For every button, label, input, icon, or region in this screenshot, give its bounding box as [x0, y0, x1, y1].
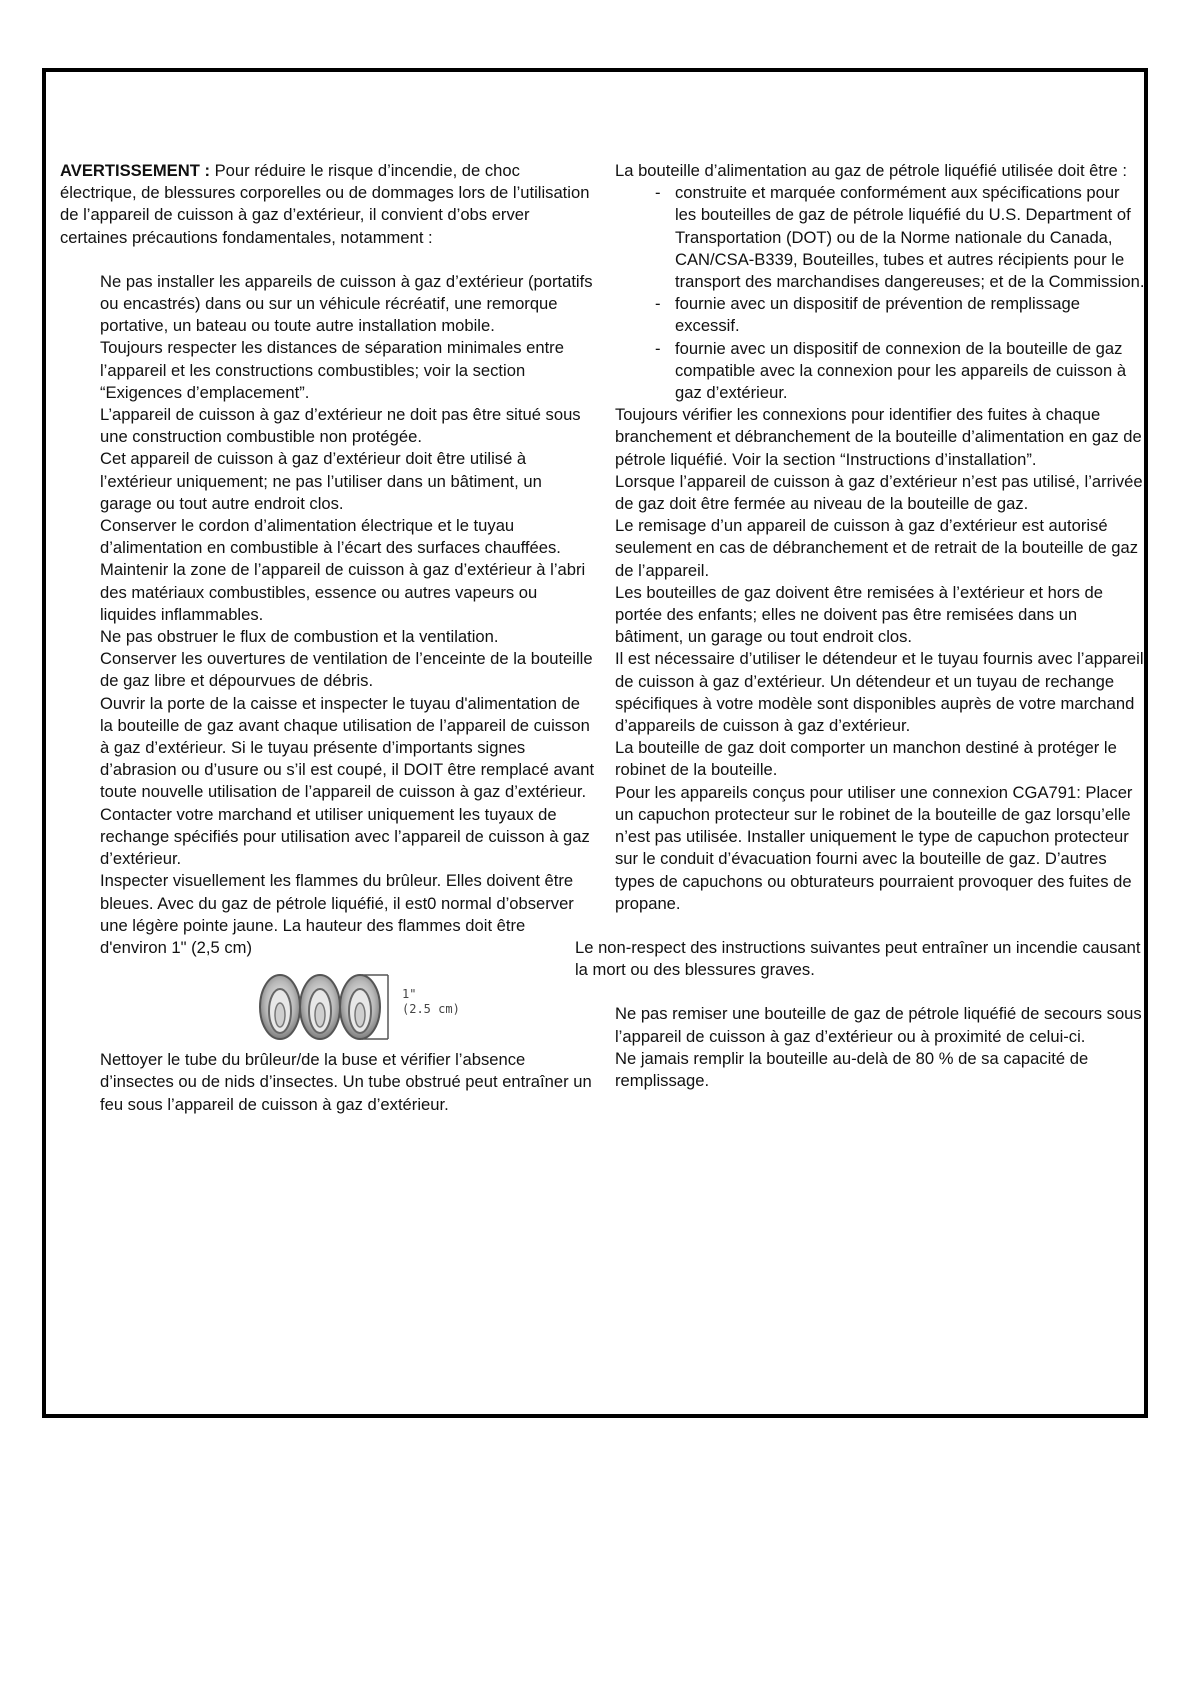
list-item: Ne jamais remplir la bouteille au-delà de 80 % de sa capacité de remplissage. — [615, 1048, 1089, 1090]
fire-warning: Le non-respect des instructions suivantes peut entraîner un incendie causant la mort ou des blessures graves. — [575, 937, 1141, 980]
cylinder-safety-list — [615, 404, 1145, 915]
flame-height-cm: (2.5 cm) — [402, 1002, 460, 1017]
list-item: Cet appareil de cuisson à gaz d’extérieur doit être utilisé à l’extérieur uniquement; ne pas l’utiliser dans un bâtiment, un garage ou tout autre endroit clos. — [100, 449, 542, 513]
list-item: Ne pas installer les appareils de cuisson à gaz d’extérieur (portatifs ou encastrés) dans ou sur un véhicule récréatif, une remorque portative, un bateau ou toute autre installation mobile. — [100, 271, 593, 336]
list-item: Lorsque l’appareil de cuisson à gaz d’extérieur n’est pas utilisé, l’arrivée de gaz doit être fermée au niveau de la bouteille de gaz. — [615, 471, 1143, 514]
list-item: La bouteille de gaz doit comporter un manchon destiné à protéger le robinet de la bouteille. — [615, 738, 1117, 780]
safety-list — [60, 271, 595, 1116]
list-item: Conserver le cordon d’alimentation électrique et le tuyau d’alimentation en combustible à l’écart des surfaces chauffées. — [100, 516, 561, 558]
left-column — [60, 160, 595, 1116]
list-item: - fournie avec un dispositif de connexion de la bouteille de gaz compatible avec la connexion pour les appareils de cuisson à gaz d’extérieur. — [615, 338, 1145, 405]
list-item: Ouvrir la porte de la caisse et inspecter le tuyau d'alimentation de la bouteille de gaz avant chaque utilisation de l’appareil de cuisson à gaz d’extérieur. Si le tuyau présente d’importants signes d’abrasion ou d’usure ou s’il est coupé, il DOIT être remplacé avant toute nouvelle utilisation de l’appareil de cuisson à gaz d’extérieur. Contacter votre marchand et utiliser uniquement les tuyaux de rechange spécifiés pour utilisation avec l’appareil de cuisson à gaz d’extérieur. — [100, 693, 595, 869]
warning-text: Pour réduire le risque d’incendie, de choc électrique, de blessures corporelles ou de dommages lors de l’utilisation de l’appareil de cuisson à gaz d’extérieur, il convient d’obs erver certaines précautions fondamentales, notamment : — [60, 161, 590, 247]
flame-height-figure — [258, 969, 595, 1043]
storage-list — [615, 1003, 1145, 1092]
cylinder-requirements — [615, 182, 1145, 404]
list-item: Nettoyer le tube du brûleur/de la buse et vérifier l’absence d’insectes ou de nids d’insectes. Un tube obstrué peut entraîner un feu sous l’appareil de cuisson à gaz d’extérieur. — [100, 1050, 592, 1114]
dash-bullet: - — [655, 183, 661, 203]
right-column — [575, 160, 1145, 1092]
list-item: Ne pas remiser une bouteille de gaz de pétrole liquéfié de secours sous l’appareil de cuisson à gaz d’extérieur ou à proximité de celui-ci. — [615, 1004, 1142, 1046]
list-item: Toujours vérifier les connexions pour identifier des fuites à chaque branchement et débranchement de la bouteille d’alimentation en gaz de pétrole liquéfié. Voir la section “Instructions d’installation”. — [615, 405, 1142, 469]
cylinder-intro: La bouteille d’alimentation au gaz de pétrole liquéfié utilisée doit être : — [615, 161, 1127, 180]
burner-flames-illustration — [258, 969, 394, 1043]
warning-paragraph — [60, 160, 595, 249]
list-item: Le remisage d’un appareil de cuisson à gaz d’extérieur est autorisé seulement en cas de débranchement et de retrait de la bouteille de gaz de l’appareil. — [615, 516, 1139, 580]
list-item: - construite et marquée conformément aux spécifications pour les bouteilles de gaz de pétrole liquéfié du U.S. Department of Transportation (DOT) ou de la Norme nationale du Canada, CAN/CSA-B339, Bouteilles, tubes et autres récipients pour le transport des marchandises dangereuses; et de la Commission. — [615, 182, 1145, 293]
list-item: Maintenir la zone de l’appareil de cuisson à gaz d’extérieur à l’abri des matériaux combustibles, essence ou autres vapeurs ou liquides inflammables. — [100, 560, 586, 624]
list-item: Pour les appareils conçus pour utiliser une connexion CGA791: Placer un capuchon protecteur sur le robinet de la bouteille de gaz lorsqu’elle n’est pas utilisée. Installer uniquement le type de capuchon protecteur sur le conduit d’évacuation fourni avec la bouteille de gaz. D’autres types de capuchons ou obturateurs pourraient provoquer des fuites de propane. — [615, 782, 1133, 913]
dash-bullet: - — [655, 294, 661, 314]
list-item: Toujours respecter les distances de séparation minimales entre l’appareil et les constructions combustibles; voir la section “Exigences d’emplacement”. — [100, 338, 564, 402]
flame-icon — [340, 975, 380, 1039]
list-item: Les bouteilles de gaz doivent être remisées à l’extérieur et hors de portée des enfants; elles ne doivent pas être remisées dans un bâtiment, un garage ou tout endroit clos. — [615, 582, 1103, 647]
flame-icon — [260, 975, 300, 1039]
flame-height-label — [402, 987, 460, 1017]
list-item: Ne pas obstruer le flux de combustion et la ventilation. — [100, 627, 499, 647]
list-item: Inspecter visuellement les flammes du brûleur. Elles doivent être bleues. Avec du gaz de pétrole liquéfié, il est0 normal d’observer une légère pointe jaune. La hauteur des flammes doit être d'environ 1" (2,5 cm) — [100, 871, 574, 957]
dash-bullet: - — [655, 338, 661, 358]
warning-label: AVERTISSEMENT : — [60, 161, 210, 180]
list-item: - fournie avec un dispositif de prévention de remplissage excessif. — [615, 293, 1145, 337]
list-item: L’appareil de cuisson à gaz d’extérieur ne doit pas être situé sous une construction combustible non protégée. — [100, 405, 581, 447]
list-item: Conserver les ouvertures de ventilation de l’enceinte de la bouteille de gaz libre et dépourvues de débris. — [100, 649, 593, 691]
flame-icon — [300, 975, 340, 1039]
flame-height-inches: 1" — [402, 987, 417, 1002]
list-item: Il est nécessaire d’utiliser le détendeur et le tuyau fournis avec l’appareil de cuisson à gaz d’extérieur. Un détendeur et un tuyau de rechange spécifiques à votre modèle sont disponibles auprès de votre marchand d’appareils de cuisson à gaz d’extérieur. — [615, 649, 1144, 736]
